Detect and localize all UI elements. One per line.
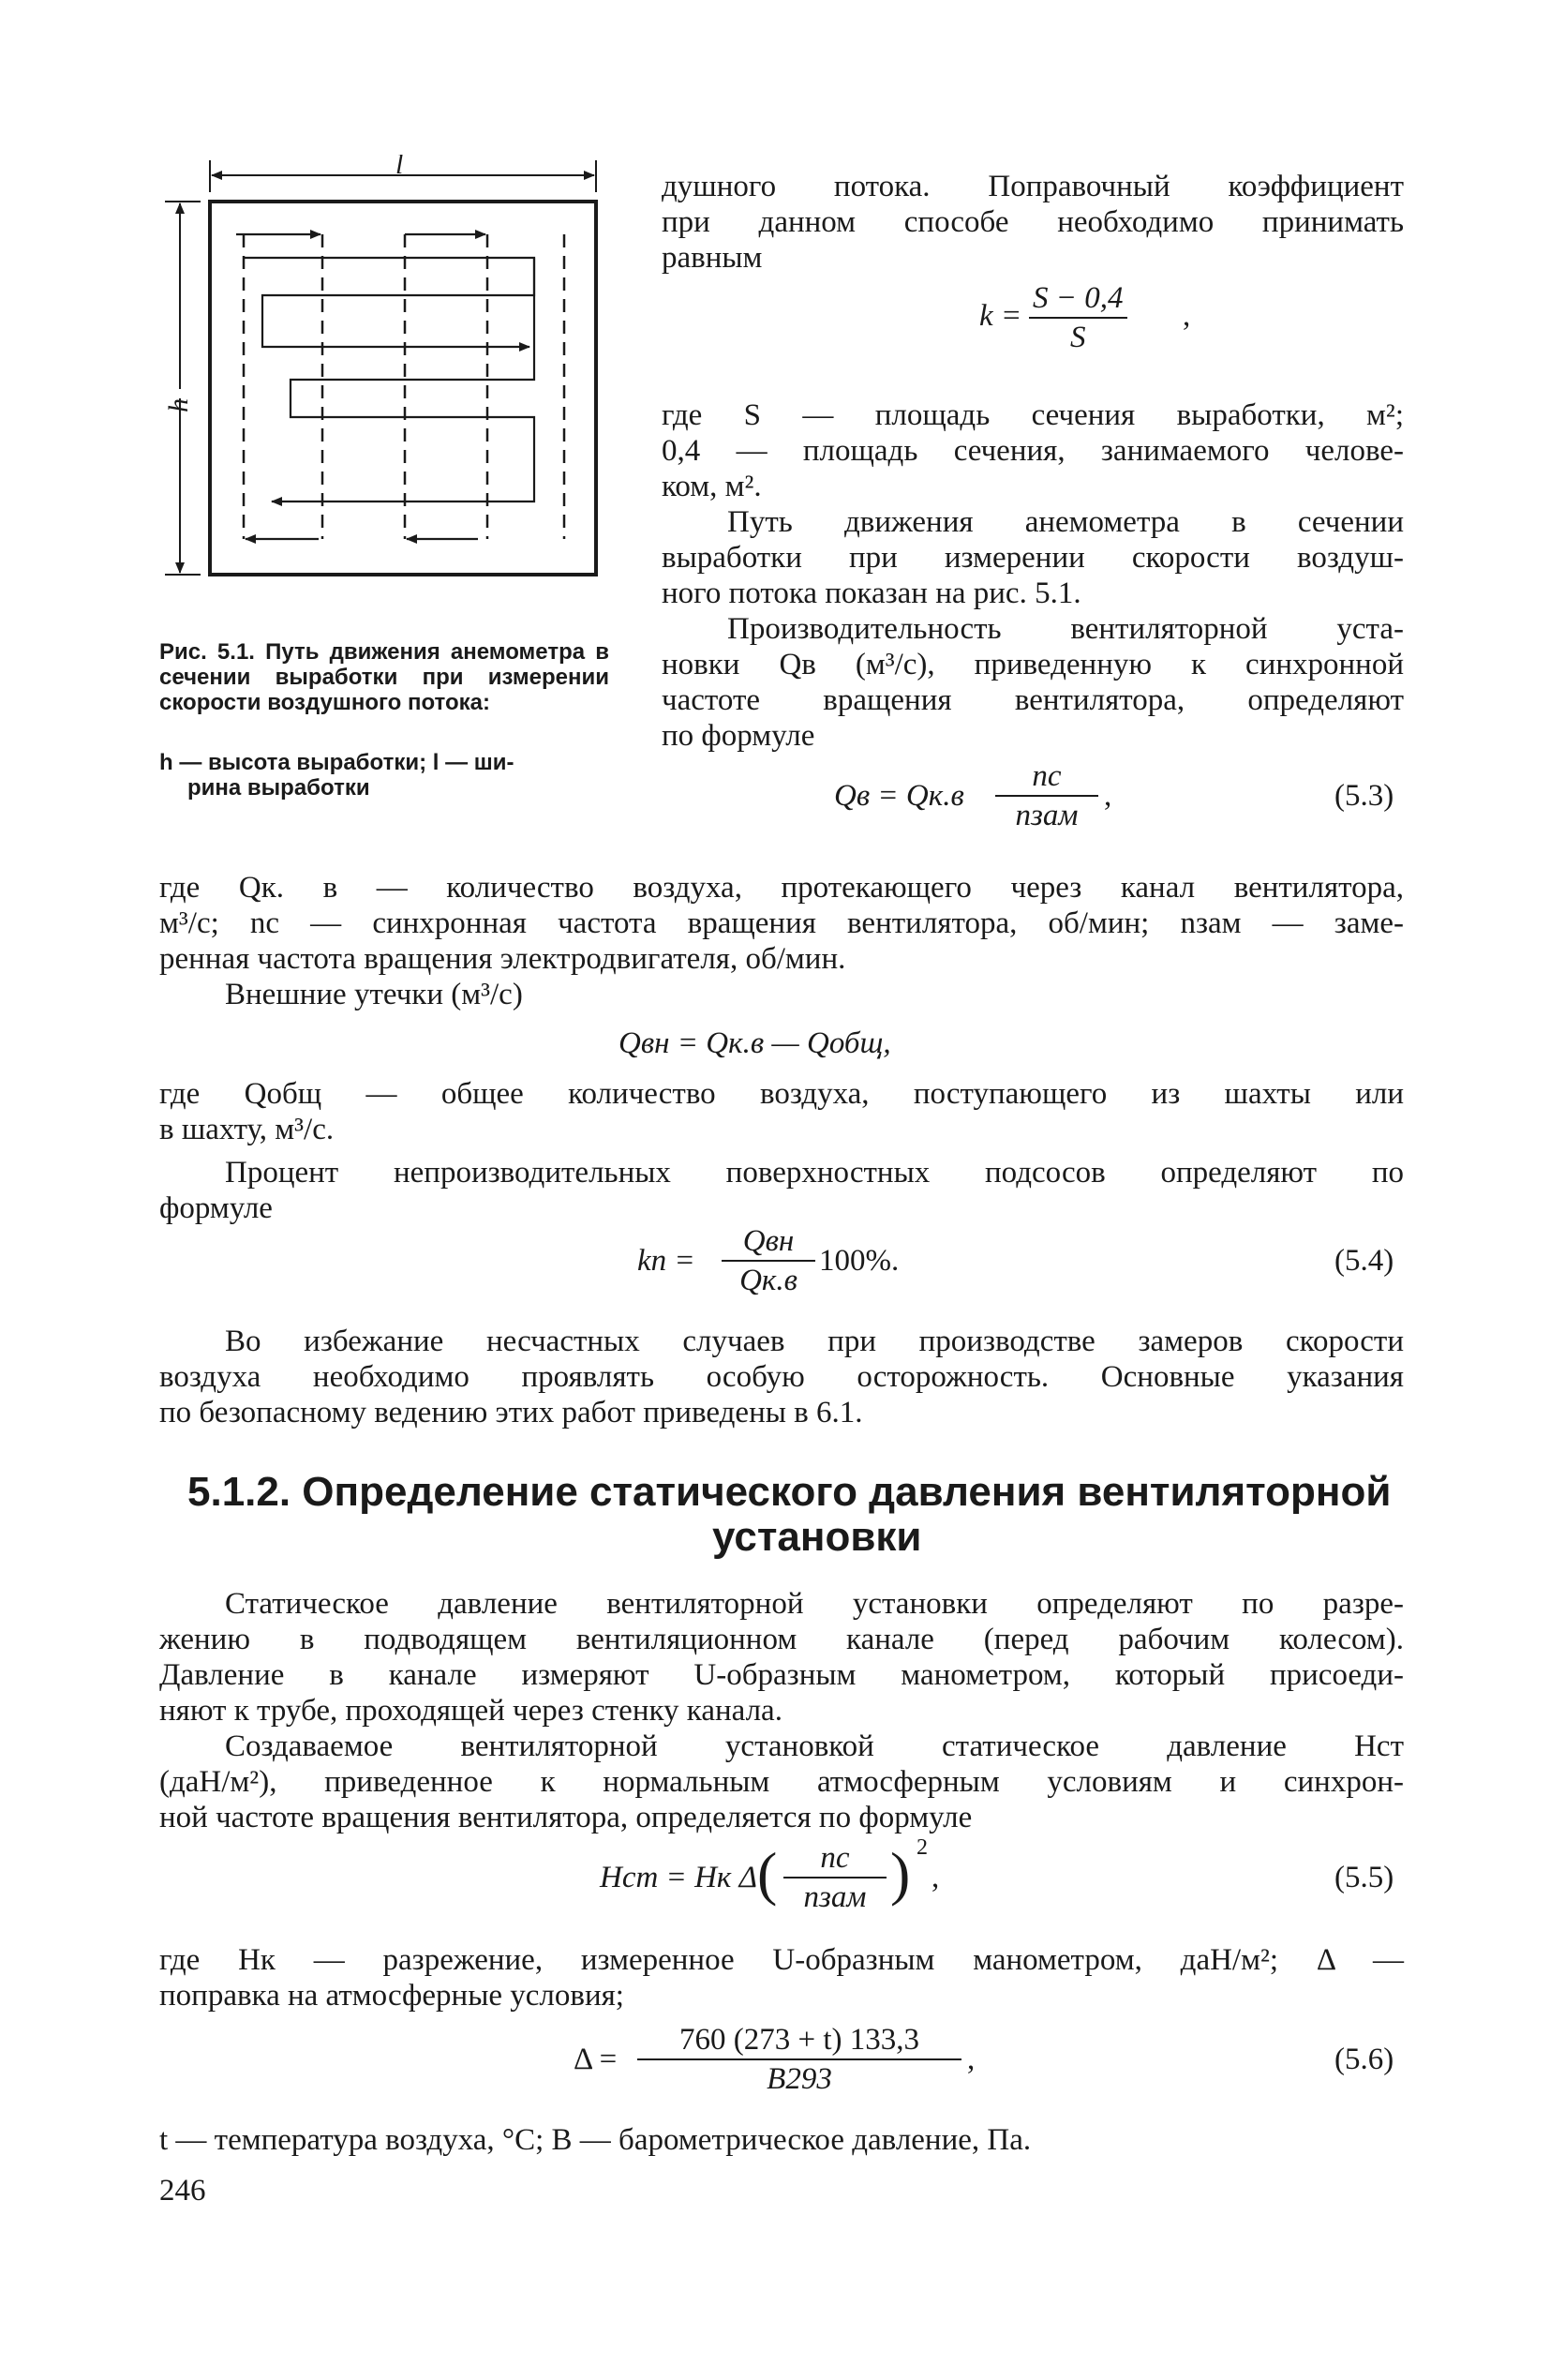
text-line: Во избежание несчастных случаев при производстве замеров скорости — [225, 1325, 1404, 1358]
text-line: формуле — [159, 1191, 273, 1225]
text-line: где Qобщ — общее количество воздуха, поступающего из шахты или — [159, 1077, 1404, 1111]
text-line: Процент непроизводительных поверхностных подсосов определяют по — [225, 1156, 1404, 1190]
eq-5-5-exponent: 2 — [917, 1835, 928, 1860]
text-line: Производительность вентиляторной уста- — [727, 612, 1404, 646]
text-line: ного потока показан на рис. 5.1. — [662, 576, 1081, 610]
eq-5-5-number: (5.5) — [1334, 1861, 1394, 1894]
text-line: Путь движения анемометра в сечении — [727, 505, 1404, 539]
text-line: где Qк. в — количество воздуха, протекающего через канал вентилятора, — [159, 871, 1404, 905]
formula-k-tail: , — [1183, 299, 1191, 333]
text-line: в шахту, м³/с. — [159, 1113, 335, 1146]
eq-5-3-denominator: nзам — [1015, 799, 1079, 832]
eq-5-6-tail: , — [967, 2043, 976, 2076]
eq-5-6-numerator: 760 (273 + t) 133,3 — [678, 2023, 919, 2057]
text-line: воздуха необходимо проявлять особую осторожность. Основные указания — [159, 1360, 1404, 1394]
page-number: 246 — [159, 2174, 206, 2208]
section-title-line-1: 5.1.2. Определение статического давления вентиляторной — [187, 1469, 1392, 1515]
eq-5-5-lhs: Hст = Hк Δ — [600, 1861, 757, 1894]
text-line: Статическое давление вентиляторной установки определяют по разре- — [225, 1587, 1404, 1621]
text-line: Внешние утечки (м³/с) — [225, 978, 523, 1011]
caption-title: Рис. 5.1. Путь движения анемометра в сечении выработки при измерении скорости воздушного потока: — [159, 639, 609, 715]
text-line: новки Qв (м³/с), приведенную к синхронной — [662, 648, 1404, 681]
formula-k-lhs: k = — [979, 299, 1022, 333]
eq-5-4-tail: 100%. — [819, 1244, 900, 1278]
eq-5-5-numerator: nс — [820, 1841, 850, 1875]
text-line: t — температура воздуха, °С; B — барометрическое давление, Па. — [159, 2123, 1032, 2157]
figure-caption — [159, 639, 609, 715]
eq-5-6-number: (5.6) — [1334, 2043, 1394, 2076]
caption-legend-1: h — высота выработки; l — ши- — [159, 750, 514, 775]
text-line: по формуле — [662, 719, 815, 753]
eq-5-4-number: (5.4) — [1334, 1244, 1394, 1278]
figure-5-1 — [159, 155, 609, 595]
eq-5-6-fraction — [637, 2021, 961, 2098]
eq-5-3-lhs: Qв = Qк.в — [834, 779, 964, 813]
eq-5-6-lhs: Δ = — [574, 2043, 618, 2076]
text-line: Создаваемое вентиляторной установкой статическое давление Hст — [225, 1729, 1404, 1763]
text-line: при данном способе необходимо принимать — [662, 205, 1404, 239]
text-line: душного потока. Поправочный коэффициент — [662, 170, 1404, 203]
eq-5-5-paren-right: ) — [890, 1840, 911, 1907]
formula-k-fraction — [1029, 279, 1127, 356]
eq-5-3-numerator: nс — [1032, 759, 1062, 793]
text-line: частоте вращения вентилятора, определяют — [662, 683, 1404, 717]
section-title-line-2: установки — [712, 1514, 922, 1560]
text-line: ренная частота вращения электродвигателя, об/мин. — [159, 942, 846, 976]
text-line: ной частоте вращения вентилятора, определяется по формуле — [159, 1801, 973, 1834]
eq-5-5-fraction — [783, 1839, 887, 1916]
text-line: Давление в канале измеряют U-образным манометром, который присоеди- — [159, 1658, 1404, 1692]
eq-5-6-denominator: B293 — [767, 2062, 832, 2096]
eq-5-5-paren-left: ( — [757, 1840, 778, 1907]
text-line: выработки при измерении скорости воздуш- — [662, 541, 1404, 575]
text-line: где S — площадь сечения выработки, м²; — [662, 398, 1404, 432]
text-line: по безопасному ведению этих работ приведены в 6.1. — [159, 1396, 863, 1429]
eq-5-4-lhs: kп = — [637, 1244, 695, 1278]
text-line: (даН/м²), приведенное к нормальным атмосферным условиям и синхрон- — [159, 1765, 1404, 1799]
text-line: жению в подводящем вентиляционном канале (перед рабочим колесом). — [159, 1623, 1404, 1656]
text-line: м³/с; nс — синхронная частота вращения вентилятора, об/мин; nзам — заме- — [159, 906, 1404, 940]
eq-5-5-tail: , — [931, 1861, 940, 1894]
eq-5-3-fraction — [995, 757, 1098, 834]
formula-k-numerator: S − 0,4 — [1033, 281, 1124, 315]
text-line: равным — [662, 241, 763, 275]
text-line: 0,4 — площадь сечения, занимаемого челове- — [662, 434, 1404, 468]
eq-5-3-tail: , — [1104, 779, 1112, 813]
text-line: ком, м². — [662, 470, 762, 503]
eq-5-4-fraction — [722, 1222, 815, 1299]
text-line: поправка на атмосферные условия; — [159, 1979, 624, 2013]
height-label: h — [163, 398, 194, 412]
eq-5-3-number: (5.3) — [1334, 779, 1394, 813]
text-line: няют к трубе, проходящей через стенку канала. — [159, 1694, 782, 1728]
formula-k-denominator: S — [1070, 321, 1086, 354]
text-line: где Hк — разрежение, измеренное U-образным манометром, даН/м²; Δ — — [159, 1943, 1404, 1977]
caption-legend-2: рина выработки — [187, 775, 370, 801]
eq-5-4-numerator: Qвн — [742, 1224, 795, 1258]
eq-5-5-denominator: nзам — [803, 1880, 867, 1914]
eq-leakage: Qвн = Qк.в — Qобщ, — [619, 1026, 891, 1060]
width-label: l — [395, 155, 404, 180]
eq-5-4-denominator: Qк.в — [739, 1264, 797, 1297]
